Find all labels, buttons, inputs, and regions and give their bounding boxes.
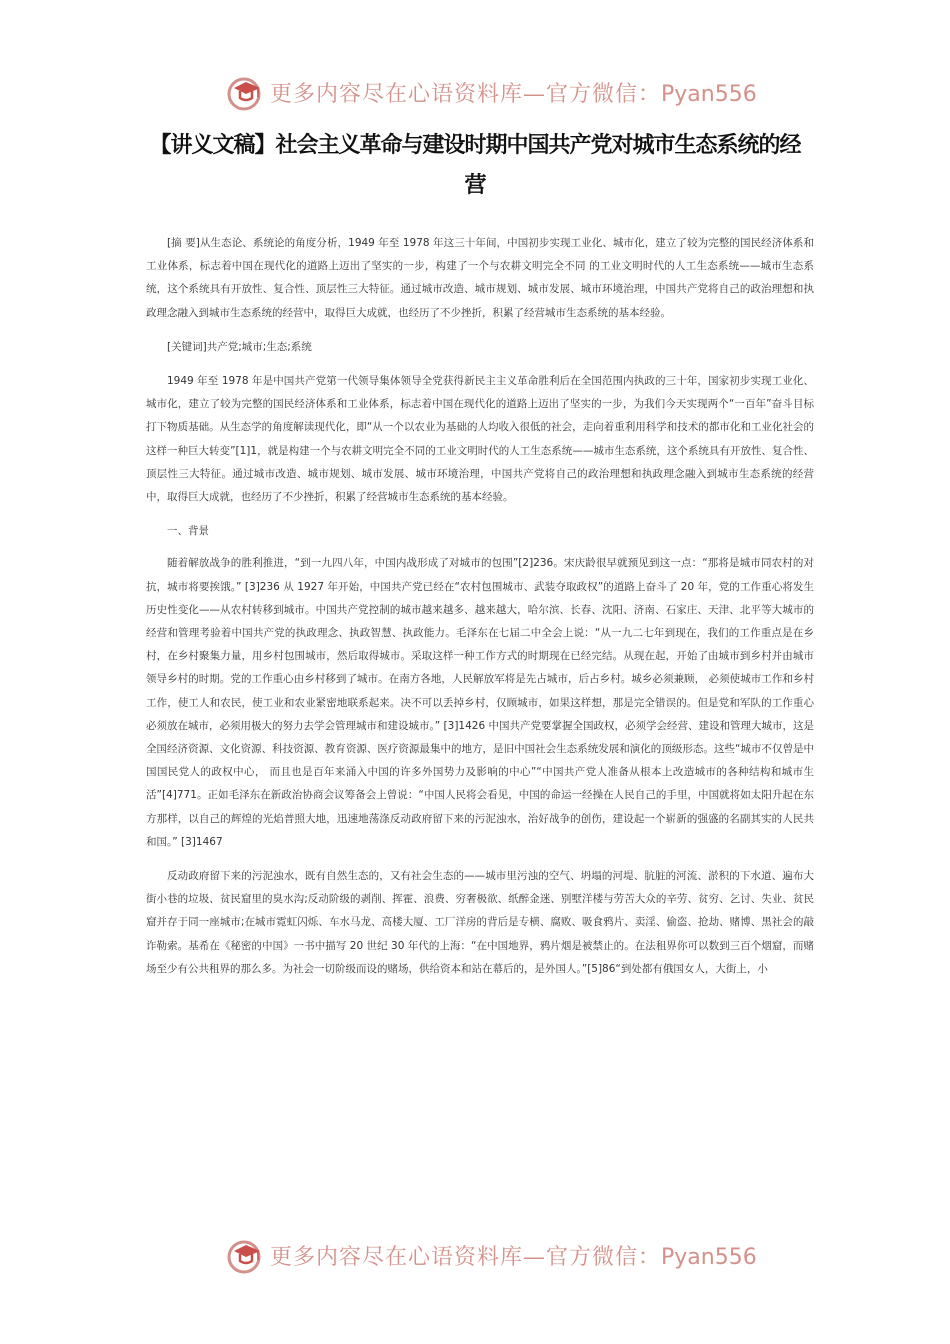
- document-title: 【讲义文稿】社会主义革命与建设时期中国共产党对城市生态系统的经营: [149, 133, 801, 198]
- watermark-text: 更多内容尽在心语资料库—官方微信：Pyan556: [270, 1244, 757, 1270]
- intro-paragraph: 1949 年至 1978 年是中国共产党第一代领导集体领导全党获得新民主主义革命胜利后在全国范围内执政的三十年，国家初步实现工业化、城市化，建立了较为完整的国民经济体系和工业体系，标志着中国在现代化的道路上迈出了坚实的一步，为我们今天实现两个“一百年”奋斗目标打下物质基础。从生态学的角度解读现代化，即“从一个以农业为基础的人均收入很低的社会，走向着重利用科学和技术的都市化和工业化社会的这样一种巨大转变”[1]1，就是构建一个与农耕文明完全不同的工业文明时代的人工生态系统——城市生态系统，这个系统具有开放性、复合性、顶层性三大特征。通过城市改造、城市规划、城市发展、城市环境治理，中国共产党将自己的政治理想和执政理念融入到城市生态系统的经营中，取得巨大成就，也经历了不少挫折，积累了经营城市生态系统的基本经验。: [146, 375, 814, 504]
- background-paragraph: 随着解放战争的胜利推进，“到一九四八年，中国内战形成了对城市的包围”[2]236。宋庆龄很早就预见到这一点：“那将是城市同农村的对抗，城市将要挨饿。” [3]236 从 1927 年开始，中国共产党已经在“农村包围城市、武装夺取政权”的道路上奋斗了 20 年，党的工作重心将发生历史性变化——从农村转移到城市。中国共产党控制的城市越来越多、越来越大，哈尔滨、长春、沈阳、济南、石家庄、天津、北平等大城市的经营和管理考验着中国共产党的执政理念、执政智慧、执政能力。毛泽东在七届二中全会上说：“从一九二七年到现在，我们的工作重点是在乡村，在乡村聚集力量，用乡村包围城市，然后取得城市。采取这样一种工作方式的时期现在已经完结。从现在起，开始了由城市到乡村并由城市领导乡村的时期。党的工作重心由乡村移到了城市。在南方各地，人民解放军将是先占城市，后占乡村。城乡必须兼顾， 必须使城市工作和乡村工作，使工人和农民，使工业和农业紧密地联系起来。决不可以丢掉乡村，仅顾城市，如果这样想，那是完全错误的。但是党和军队的工作重心必须放在城市，必须用极大的努力去学会管理城市和建设城市。” [3]1426 中国共产党要掌握全国政权，必须学会经营、建设和管理大城市，这是全国经济资源、文化资源、科技资源、教育资源、医疗资源最集中的地方，是旧中国社会生态系统发展和演化的顶级形态。这些“城市不仅曾是中国国民党人的政权中心， 而且也是百年来涌入中国的许多外国势力及影响的中心”“中国共产党人准备从根本上改造城市的各种结构和城市生活”[4]771。正如毛泽东在新政治协商会议筹备会上曾说：“中国人民将会看见，中国的命运一经操在人民自己的手里，中国就将如太阳升起在东方那样，以自己的辉煌的光焰普照大地，迅速地荡涤反动政府留下来的污泥浊水，治好战争的创伤，建设起一个崭新的强盛的名副其实的人民共和国。” [3]1467: [146, 557, 814, 848]
- header-watermark: [222, 70, 757, 114]
- keywords-paragraph: [关键词]共产党;城市;生态;系统: [167, 340, 312, 353]
- document-body: [146, 232, 814, 992]
- abstract-paragraph: [摘 要]从生态论、系统论的角度分析，1949 年至 1978 年这三十年间，中国初步实现工业化、城市化，建立了较为完整的国民经济体系和工业体系，标志着中国在现代化的道路上迈出了坚实的一步，构建了一个与农耕文明完全不同 的工业文明时代的人工生态系统——城市生态系统，这个系统具有开放性、复合性、顶层性三大特征。通过城市改造、城市规划、城市发展、城市环境治理，中国共产党将自己的政治理想和执政理念融入到城市生态系统的经营中，取得巨大成就，也经历了不少挫折，积累了经营城市生态系统的基本经验。: [146, 237, 814, 319]
- mortarboard-logo-icon: [222, 1233, 266, 1277]
- watermark-text: 更多内容尽在心语资料库—官方微信：Pyan556: [270, 81, 757, 107]
- section-heading: 一、背景: [167, 525, 209, 538]
- background-paragraph-2: 反动政府留下来的污泥浊水，既有自然生态的，又有社会生态的——城市里污浊的空气、坍塌的河堤、肮脏的河流、淤积的下水道、遍布大街小巷的垃圾、贫民窟里的臭水沟;反动阶级的剥削、挥霍、浪费、穷奢极欲、纸醉金迷、别墅洋楼与劳苦大众的辛劳、贫穷、乞讨、失业、贫民窟并存于同一座城市;在城市霓虹闪烁、车水马龙、高楼大厦、工厂洋房的背后是专横、腐败、吸食鸦片、卖淫、偷盗、抢劫、赌博、黑社会的敲诈勒索。基希在《秘密的中国》一书中描写 20 世纪 30 年代的上海：“在中国地界，鸦片烟是被禁止的。在法租界你可以数到三百个烟窟，而赌场至少有公共租界的那么多。为社会一切阶级而设的赌场，供给资本和站在幕后的，是外国人。”[5]86“到处都有俄国女人，大街上，小: [146, 870, 814, 975]
- footer-watermark: [222, 1233, 757, 1277]
- mortarboard-logo-icon: [222, 70, 266, 114]
